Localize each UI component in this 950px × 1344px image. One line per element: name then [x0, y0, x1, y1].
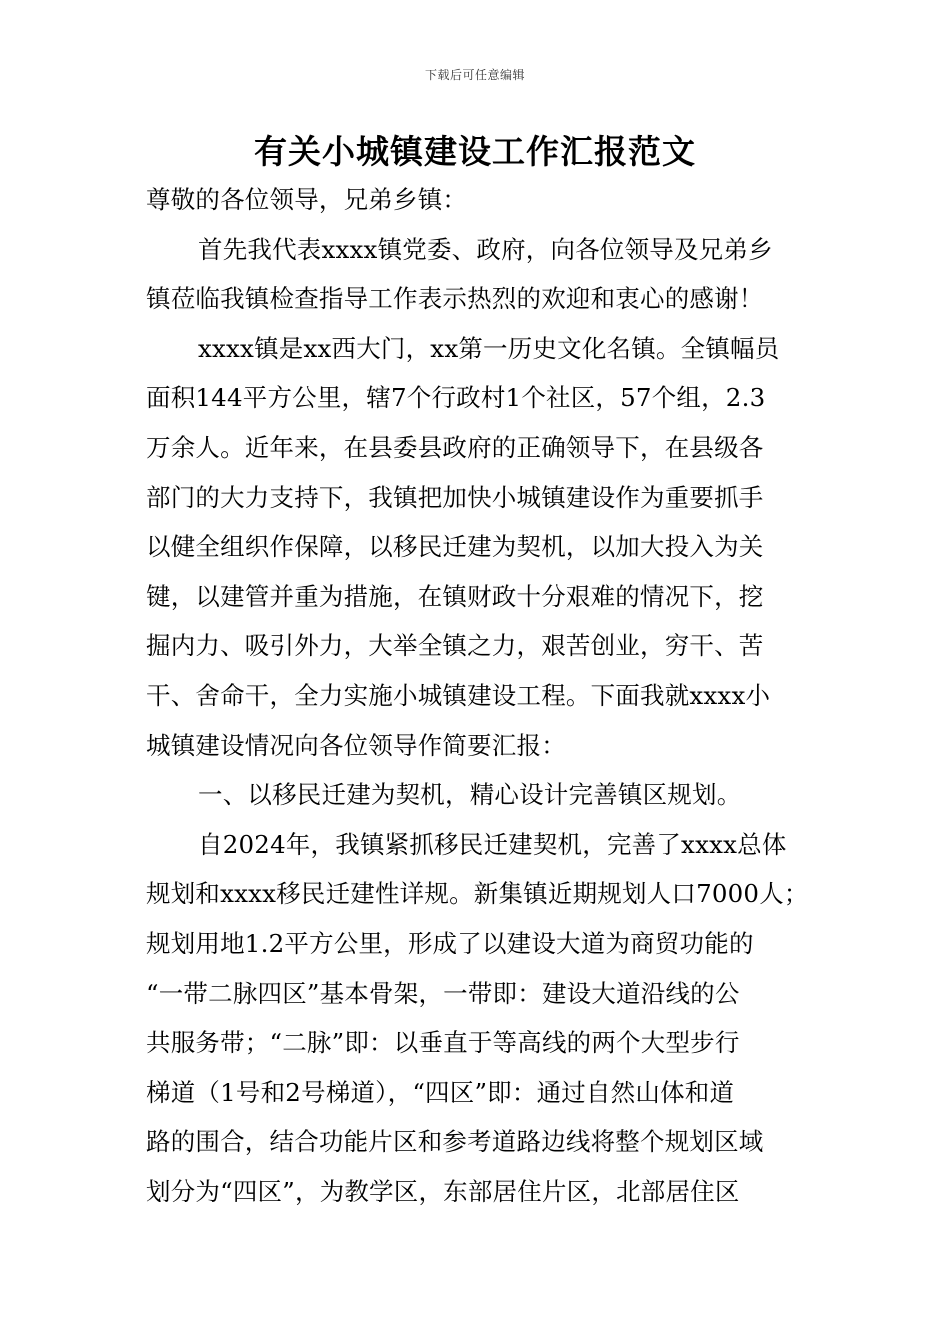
text-line: 部门的大力支持下，我镇把加快小城镇建设作为重要抓手: [146, 482, 764, 512]
text-line: 镇莅临我镇检查指导工作表示热烈的欢迎和衷心的感谢！: [146, 284, 764, 314]
text-line: 规划用地1.2平方公里，形成了以建设大道为商贸功能的: [146, 929, 754, 958]
text-line: 尊敬的各位领导，兄弟乡镇：: [146, 185, 468, 214]
document-title: 有关小城镇建设工作汇报范文: [254, 132, 696, 171]
text-line: xxxx镇是xx西大门，xx第一历史文化名镇。全镇幅员: [198, 333, 780, 363]
text-line: 规划和xxxx移民迁建性详规。新集镇近期规划人口7000人；: [146, 879, 809, 909]
text-line: 共服务带；“二脉”即：以垂直于等高线的两个大型步行: [146, 1028, 740, 1058]
text-line: 自2024年，我镇紧抓移民迁建契机，完善了xxxx总体: [198, 829, 787, 859]
header-note: 下载后可任意编辑: [424, 68, 525, 82]
text-line: 以健全组织作保障，以移民迁建为契机，以加大投入为关: [146, 532, 764, 562]
text-line: 梯道（1号和2号梯道），“四区”即：通过自然山体和道: [146, 1077, 735, 1107]
text-line: 干、舍命干，全力实施小城镇建设工程。下面我就xxxx小: [146, 681, 771, 710]
text-line: 掘内力、吸引外力，大举全镇之力，艰苦创业，穷干、苦: [146, 631, 764, 661]
text-line: 面积144平方公里，辖7个行政村1个社区，57个组，2.3: [146, 383, 766, 413]
text-line: 首先我代表xxxx镇党委、政府，向各位领导及兄弟乡: [198, 234, 773, 264]
text-line: 划分为“四区”，为教学区，东部居住片区，北部居住区: [146, 1177, 740, 1206]
text-line: 城镇建设情况向各位领导作简要汇报：: [146, 730, 566, 760]
text-line: 一、以移民迁建为契机，精心设计完善镇区规划。: [198, 780, 742, 810]
text-line: 万余人。近年来，在县委县政府的正确领导下，在县级各: [146, 433, 764, 462]
text-line: “一带二脉四区”基本骨架，一带即：建设大道沿线的公: [146, 978, 740, 1008]
text-line: 键，以建管并重为措施，在镇财政十分艰难的情况下，挖: [146, 581, 764, 611]
text-line: 路的围合，结合功能片区和参考道路边线将整个规划区域: [146, 1127, 764, 1157]
